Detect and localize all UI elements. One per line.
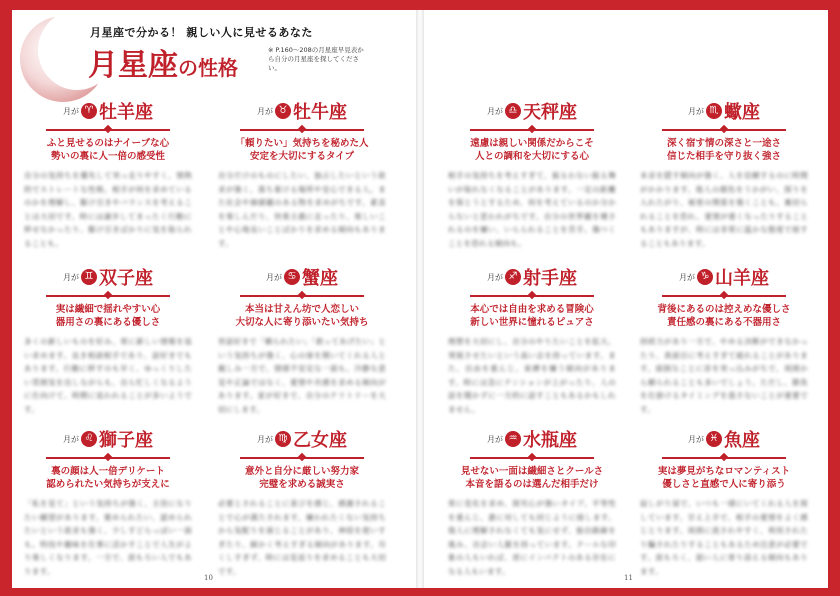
sign-heading [448, 426, 616, 452]
cancer-icon: ♋ [284, 269, 300, 285]
tagline-line: 背後にあるのは控えめな優しさ [657, 304, 791, 315]
sign-heading [448, 264, 616, 290]
sign-name: 蟹座 [302, 268, 338, 289]
page-number-right: 11 [624, 574, 633, 582]
tagline-line: 安定を大切にするタイプ [249, 151, 355, 162]
title-suffix: の性格 [178, 56, 238, 80]
ornament-divider [470, 292, 594, 300]
book-gutter [416, 10, 424, 588]
ornament-divider [46, 292, 170, 300]
aries-icon: ♈ [81, 103, 97, 119]
ornament-divider [662, 454, 786, 462]
gemini-icon: ♊ [81, 269, 97, 285]
sign-name: 獅子座 [99, 430, 153, 451]
tagline-line: 器用さの裏にある優しさ [55, 317, 161, 328]
sign-heading [218, 426, 386, 452]
sign-tagline [218, 465, 386, 491]
sign-body: 常に変化を求め、探究心が強いタイプ。平等性を重んじ、誰に対しても同じように接します。他人に理解されなくても気にせず、独自路線を進み、出会い人脈を持っています。クールな印象の人もいれば、逆にインパクトのある存在になる人もいます。 [448, 499, 616, 576]
sign-body: 寂しがり屋で、いつも一緒にいてくれる人を探しています。甘え上手で、相手の愛情をよく感じとります。周囲に流されやすく、利用されたり騙されたりすることもあるため注意が必要です。涙もろく、弱い人に寄り添える傾向もあります。 [640, 499, 808, 576]
lookup-note: ※ P.160〜208の月星座早見表から自分の月星座を探してください。 [268, 46, 364, 72]
tagline-line: 責任感の裏にある不器用さ [666, 317, 781, 328]
sign-name: 天秤座 [523, 102, 577, 123]
sagittarius-icon: ♐ [505, 269, 521, 285]
leo-icon: ♌ [81, 431, 97, 447]
ornament-divider [240, 292, 364, 300]
sign-heading [640, 264, 808, 290]
sign-tagline [640, 137, 808, 163]
tagline-line: 優しさと直感で人に寄り添う [662, 479, 786, 490]
tagline-line: ふと見せるのはナイーブな心 [46, 138, 170, 149]
aquarius-icon: ♒ [505, 431, 521, 447]
tagline-line: 信じた相手を守り抜く強さ [666, 151, 781, 162]
sign-tagline [640, 465, 808, 491]
header-subtitle: 月星座で分かる！ 親しい人に見せるあなた [90, 26, 313, 39]
ornament-divider [240, 454, 364, 462]
ornament-divider [470, 454, 594, 462]
sign-body: 自分だけのものにしたい、独占したいという欲求が強く、落ち着ける場所や安心できる人。また社会や価値観のある物を求めがちです。素直を楽しんだり、快楽主義に走ったり、楽しいことや心地良いことばかりを求める傾向もあります。 [218, 171, 386, 248]
sign-tagline [24, 137, 192, 163]
sign-card-aquarius [448, 426, 616, 578]
sign-card-aries [24, 98, 192, 250]
sign-prefix: 月が [63, 272, 79, 282]
tagline-line: 「頼りたい」気持ちを秘めた人 [235, 138, 369, 149]
tagline-line: 人との調和を大切にする心 [474, 151, 589, 162]
sign-body: 理想を大切にし、自分のやりたいことを拡大、発展させたいという高い志を持っています。また、自由を重んじ、束縛を嫌う傾向があります。時には急にテンションが上がったり、人の話を聞かずに一方的に話すこともあるかもしれません。 [448, 337, 616, 414]
tagline-line: 本心では自由を求める冒険心 [470, 304, 594, 315]
tagline-line: 実は繊細で揺れやすい心 [55, 304, 161, 315]
libra-icon: ♎ [505, 103, 521, 119]
sign-card-cancer [218, 264, 386, 416]
sign-name: 蠍座 [724, 102, 760, 123]
sign-body: 持続力があり一方で、やめる決断ができなかったり、真面目に考えすぎて疲れることがあります。面倒なことに首を突っ込みがちで、周囲から頼られることも多いでしょう。ただし、勝負を仕掛けるタイミングを逃さないことが重要です。 [640, 337, 808, 414]
sign-name: 双子座 [99, 268, 153, 289]
tagline-line: 完璧を求める誠実さ [259, 479, 345, 490]
title-main: 月星座 [88, 48, 178, 83]
virgo-icon: ♍ [275, 431, 291, 447]
sign-body: 本音を隠す傾向が強く、人を信頼するのに時間がかかります。他人の顔色をうかがい、探りを入れたがり、秘密の関係を築くことも。裏切られることを恐れ、愛情が重くなったりすることもありますが、時には非常に温かな態度で接することもあります。 [640, 171, 808, 248]
ornament-divider [470, 126, 594, 134]
tagline-line: 意外と自分に厳しい努力家 [244, 466, 359, 477]
ornament-divider [46, 126, 170, 134]
sign-name: 牡羊座 [99, 102, 153, 123]
page-number-left: 10 [204, 574, 213, 582]
sign-heading [24, 426, 192, 452]
sign-tagline [448, 303, 616, 329]
sign-card-taurus [218, 98, 386, 250]
sign-prefix: 月が [487, 106, 503, 116]
sign-prefix: 月が [63, 434, 79, 444]
sign-tagline [218, 137, 386, 163]
sign-body: 必要とされることに喜びを感じ、感謝されることで心が満たされます。嫌われたくない気持ちから気配りを演じることがあり、神経を使いすぎたり、細かく考えすぎる傾向があります。尽くしすぎず、時には見返りを求めることも大切です。 [218, 499, 386, 576]
ornament-divider [46, 454, 170, 462]
ornament-divider [240, 126, 364, 134]
sign-prefix: 月が [487, 434, 503, 444]
tagline-line: 遠慮は親しい関係だからこそ [470, 138, 594, 149]
sign-card-libra [448, 98, 616, 250]
sign-tagline [640, 303, 808, 329]
sign-tagline [24, 465, 192, 491]
sign-prefix: 月が [257, 106, 273, 116]
sign-card-gemini [24, 264, 192, 416]
pisces-icon: ♓ [706, 431, 722, 447]
tagline-line: 深く宿す情の深さと一途さ [666, 138, 781, 149]
tagline-line: 新しい世界に憧れるピュアさ [470, 317, 594, 328]
sign-body: 自分の気持ちを優先して突っ走りやすく、情熱的でストレートな性格。相手が何を求めているのかを理解し、駆け引きやバランスを考えることは大切です。時には譲歩してまったく行動に移せなかったり、駆け引きばかりに気を取られることも。 [24, 171, 192, 248]
sign-prefix: 月が [679, 272, 695, 282]
capricorn-icon: ♑ [697, 269, 713, 285]
sign-card-sagittarius [448, 264, 616, 416]
sign-tagline [448, 137, 616, 163]
sign-prefix: 月が [688, 434, 704, 444]
tagline-line: 裏の顔は人一倍デリケート [51, 466, 165, 477]
sign-prefix: 月が [266, 272, 282, 282]
tagline-line: 実は夢見がちなロマンティスト [657, 466, 791, 477]
sign-prefix: 月が [63, 106, 79, 116]
tagline-line: 本音を語るのは選んだ相手だけ [465, 479, 599, 490]
ornament-divider [662, 292, 786, 300]
page-title [88, 40, 238, 84]
sign-name: 水瓶座 [523, 430, 577, 451]
sign-name: 魚座 [724, 430, 760, 451]
sign-heading [24, 98, 192, 124]
sign-name: 射手座 [523, 268, 577, 289]
sign-card-scorpio [640, 98, 808, 250]
sign-heading [640, 98, 808, 124]
sign-body: 多くの新しいものを好み、常に新しい情報を追い求めます。良き相談相手であり、話好きでもあります。行動に移すのも早く、ゆっくりしたい雰囲気を出しながらも、自ら忙しくなるように仕向けて、時間に追われることが多いようです。 [24, 337, 192, 414]
sign-heading [218, 98, 386, 124]
sign-prefix: 月が [688, 106, 704, 116]
tagline-line: 認められたい気持ちが支えに [46, 479, 170, 490]
tagline-line: 勢いの裏に人一倍の感受性 [50, 151, 165, 162]
sign-heading [640, 426, 808, 452]
sign-heading [24, 264, 192, 290]
scorpio-icon: ♏ [706, 103, 722, 119]
sign-body: 相手の気持ちを考えすぎて、振るわない振る舞いが取れなくなることがあります。一定の距離を保とうとするため、何を考えているのか分からないと思われがちです。自分の世界観を壊されるのを嫌い、いらられることを苦手。傷つくことを恐れる傾向も。 [448, 171, 616, 248]
sign-tagline [24, 303, 192, 329]
tagline-line: 大切な人に寄り添いたい気持ち [235, 317, 369, 328]
sign-name: 牡牛座 [293, 102, 347, 123]
sign-name: 乙女座 [293, 430, 347, 451]
sign-prefix: 月が [487, 272, 503, 282]
sign-name: 山羊座 [715, 268, 769, 289]
sign-card-leo [24, 426, 192, 578]
sign-prefix: 月が [257, 434, 273, 444]
sign-heading [448, 98, 616, 124]
sign-tagline [218, 303, 386, 329]
sign-tagline [448, 465, 616, 491]
sign-card-pisces [640, 426, 808, 578]
ornament-divider [662, 126, 786, 134]
sign-heading [218, 264, 386, 290]
sign-card-virgo [218, 426, 386, 578]
sign-card-capricorn [640, 264, 808, 416]
taurus-icon: ♉ [275, 103, 291, 119]
tagline-line: 本当は甘えん坊で人恋しい [244, 304, 359, 315]
sign-body: 「私を見て」という気持ちが強く、主役になりたい願望があります。褒められたい、認められたいという欲求も強く、少しすどらっぽい一面も。特技や趣味を仕事に活かすことで人生がより楽しくなります。一方で、涙もろい人でもあります。 [24, 499, 192, 576]
tagline-line: 見せない一面は繊細さとクールさ [460, 466, 604, 477]
sign-body: 世話好きで「頼られたい」「救ってあげたい」という気持ちが強く、心の扉を開いてくれる人と親しみ一方で、情緒不安定な一面も。冷静な意見や正論ではなく、愛情や共感を求める傾向があります。家が好きで、自分のテリトリーを大切にします。 [218, 337, 386, 414]
